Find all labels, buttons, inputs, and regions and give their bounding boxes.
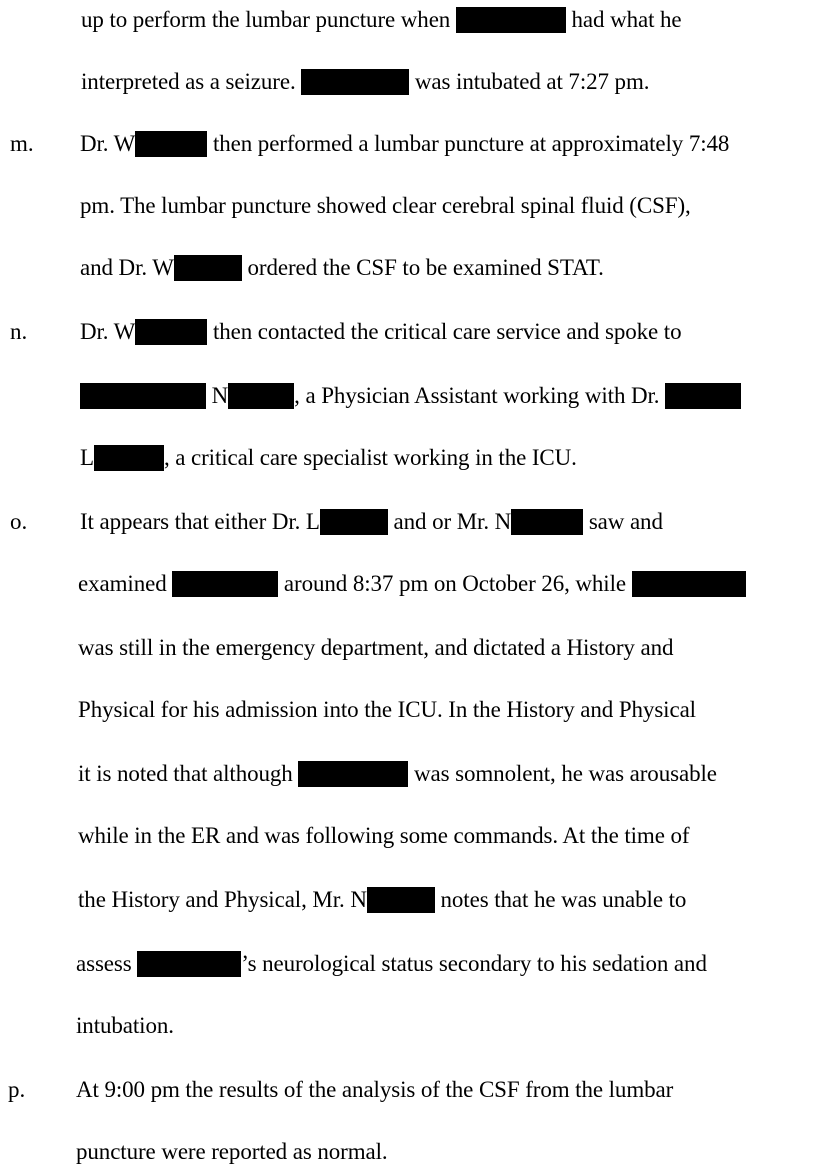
text-line bbox=[81, 68, 649, 96]
text-line bbox=[80, 192, 691, 220]
text-line bbox=[80, 130, 729, 158]
text-run: L bbox=[80, 445, 94, 470]
text-run: N bbox=[206, 383, 229, 408]
text-run: saw and bbox=[583, 509, 663, 534]
text-line bbox=[80, 254, 604, 282]
item-marker: n. bbox=[10, 319, 28, 344]
text-run: it is noted that although bbox=[78, 761, 299, 786]
text-run: interpreted as a seizure. bbox=[81, 69, 302, 94]
redaction-block bbox=[632, 571, 746, 597]
text-line bbox=[76, 950, 707, 978]
text-line bbox=[80, 382, 741, 410]
text-run: assess bbox=[76, 951, 138, 976]
redaction-block bbox=[320, 509, 388, 535]
text-line bbox=[80, 508, 663, 536]
text-line bbox=[76, 1138, 388, 1166]
text-run: and or Mr. N bbox=[387, 509, 512, 534]
text-run: was somnolent, he was arousable bbox=[408, 761, 717, 786]
redaction-block bbox=[511, 509, 583, 535]
text-run: notes that he was unable to bbox=[434, 887, 687, 912]
redaction-block bbox=[228, 383, 294, 409]
text-run: At 9:00 pm the results of the analysis of the CSF from the lumbar bbox=[76, 1077, 674, 1102]
text-run: then contacted the critical care service and spoke to bbox=[207, 319, 682, 344]
text-line bbox=[78, 822, 689, 850]
redaction-block bbox=[174, 255, 242, 281]
text-run: then performed a lumbar puncture at approximately 7:48 bbox=[207, 131, 730, 156]
text-line bbox=[78, 886, 686, 914]
text-line bbox=[76, 1012, 174, 1040]
redaction-block bbox=[665, 383, 741, 409]
redaction-block bbox=[80, 383, 206, 409]
text-run: Dr. W bbox=[80, 131, 136, 156]
redaction-block bbox=[94, 445, 164, 471]
redaction-block bbox=[135, 131, 207, 157]
text-run: had what he bbox=[565, 7, 682, 32]
item-marker: m. bbox=[10, 131, 34, 156]
text-run: the History and Physical, Mr. N bbox=[78, 887, 367, 912]
redaction-block bbox=[135, 319, 207, 345]
text-run: puncture were reported as normal. bbox=[76, 1139, 388, 1164]
text-run: intubation. bbox=[76, 1013, 174, 1038]
redaction-block bbox=[298, 761, 408, 787]
text-line bbox=[80, 444, 577, 472]
text-run: , a Physician Assistant working with Dr. bbox=[294, 383, 666, 408]
text-run: and Dr. W bbox=[80, 255, 174, 280]
text-line bbox=[78, 760, 717, 788]
text-run: Dr. W bbox=[80, 319, 136, 344]
redaction-block bbox=[367, 887, 435, 913]
text-run: pm. The lumbar puncture showed clear cerebral spinal fluid (CSF), bbox=[80, 193, 691, 218]
text-run: up to perform the lumbar puncture when bbox=[81, 7, 456, 32]
text-line bbox=[81, 6, 682, 34]
text-run: ordered the CSF to be examined STAT. bbox=[241, 255, 604, 280]
item-marker: p. bbox=[8, 1077, 26, 1102]
redaction-block bbox=[456, 7, 566, 33]
redaction-block bbox=[301, 69, 409, 95]
redaction-block bbox=[172, 571, 278, 597]
text-run: around 8:37 pm on October 26, while bbox=[278, 571, 632, 596]
text-run: Physical for his admission into the ICU. In the History and Physical bbox=[78, 697, 696, 722]
text-line bbox=[76, 1076, 673, 1104]
redaction-block bbox=[137, 951, 241, 977]
item-marker: o. bbox=[10, 509, 28, 534]
text-run: was still in the emergency department, and dictated a History and bbox=[78, 635, 674, 660]
text-line bbox=[80, 318, 681, 346]
text-run: examined bbox=[78, 571, 173, 596]
text-line bbox=[78, 696, 696, 724]
text-run: was intubated at 7:27 pm. bbox=[409, 69, 650, 94]
text-run: while in the ER and was following some commands. At the time of bbox=[78, 823, 690, 848]
text-line bbox=[78, 634, 673, 662]
text-line bbox=[78, 570, 746, 598]
text-run: , a critical care specialist working in the ICU. bbox=[163, 445, 577, 470]
text-run: ’s neurological status secondary to his sedation and bbox=[241, 951, 707, 976]
text-run: It appears that either Dr. L bbox=[80, 509, 320, 534]
